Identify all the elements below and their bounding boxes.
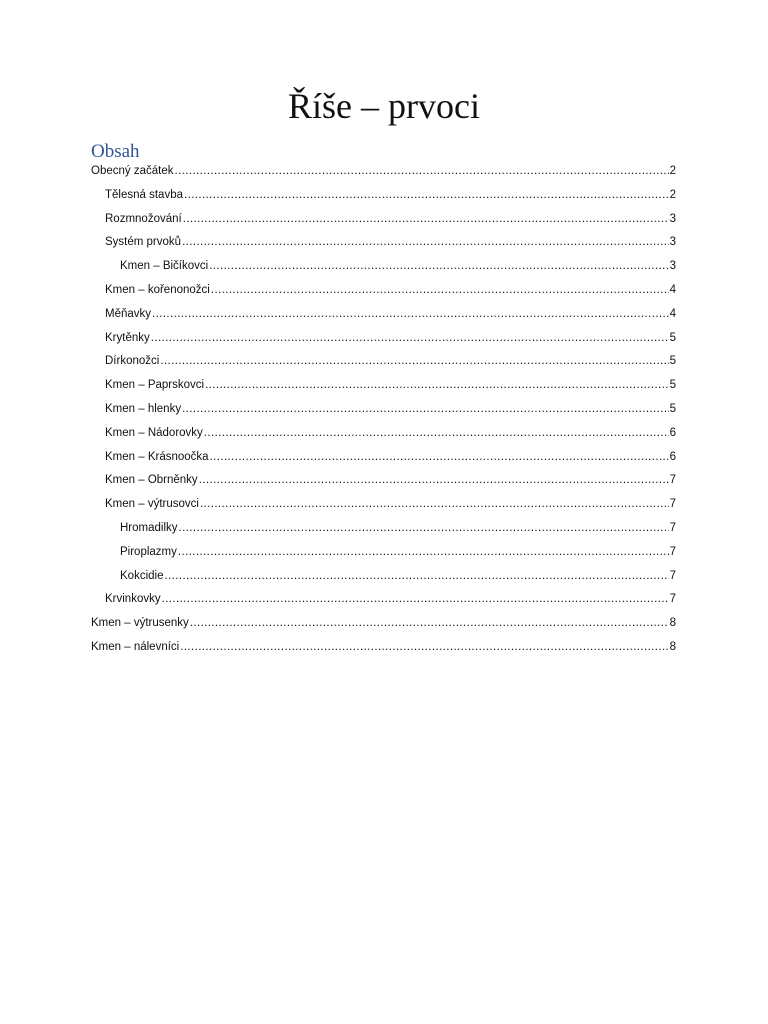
- toc-entry-page: 7: [669, 521, 676, 534]
- toc-entry[interactable]: [91, 231, 676, 255]
- toc-entry-label: Kmen – hlenky: [105, 402, 182, 415]
- toc-entry-label: Kmen – kořenonožci: [105, 283, 210, 296]
- toc-entry-label: Kokcidie: [120, 569, 164, 582]
- toc-entry[interactable]: [91, 374, 676, 398]
- toc-entry-page: 3: [669, 212, 676, 225]
- toc-entry-page: 7: [669, 545, 676, 558]
- toc-entry-label: Kmen – Bičíkovci: [120, 260, 209, 273]
- toc-entry-page: 5: [669, 379, 676, 392]
- toc-entry-label: Kmen – výtrusovci: [105, 498, 199, 511]
- toc-entry-label: Hromadilky: [120, 521, 178, 534]
- toc-entry[interactable]: [91, 612, 676, 636]
- toc-dot-leader: [164, 565, 668, 589]
- toc-entry-page: 4: [669, 283, 676, 296]
- toc-entry[interactable]: [91, 255, 676, 279]
- toc-entry[interactable]: [91, 303, 676, 327]
- toc-entry[interactable]: [91, 398, 676, 422]
- toc-dot-leader: [160, 350, 668, 374]
- toc-entry[interactable]: [91, 208, 676, 232]
- toc-entry[interactable]: [91, 636, 676, 660]
- toc-entry-label: Tělesná stavba: [105, 188, 183, 201]
- toc-dot-leader: [200, 493, 669, 517]
- toc-entry[interactable]: [91, 541, 676, 565]
- toc-dot-leader: [204, 422, 669, 446]
- toc-dot-leader: [182, 398, 669, 422]
- toc-entry-label: Měňavky: [105, 307, 152, 320]
- toc-entry[interactable]: [91, 517, 676, 541]
- toc-entry-page: 6: [669, 450, 676, 463]
- toc-entry-label: Systém prvoků: [105, 236, 182, 249]
- toc-dot-leader: [190, 612, 669, 636]
- toc-entry-label: Obecný začátek: [91, 165, 174, 177]
- toc-entry-page: 3: [669, 236, 676, 249]
- toc-entry-label: Rozmnožování: [105, 212, 182, 225]
- toc-entry[interactable]: [91, 327, 676, 351]
- toc-entry-page: 5: [669, 355, 676, 368]
- document-title: Říše – prvoci: [288, 86, 480, 126]
- toc-entry-page: 7: [669, 569, 676, 582]
- toc-dot-leader: [152, 303, 669, 327]
- toc-entry-label: Kmen – Paprskovci: [105, 379, 205, 392]
- toc-entry[interactable]: [91, 350, 676, 374]
- toc-dot-leader: [162, 588, 669, 612]
- toc-entry-page: 5: [669, 402, 676, 415]
- toc-entry-label: Piroplazmy: [120, 545, 177, 558]
- toc-entry-label: Krytěnky: [105, 331, 150, 344]
- toc-entry-page: 7: [669, 593, 676, 606]
- toc-entry[interactable]: [91, 565, 676, 589]
- toc-dot-leader: [183, 208, 669, 232]
- toc-entry-page: 2: [669, 165, 676, 177]
- toc-dot-leader: [199, 469, 669, 493]
- toc-entry[interactable]: [91, 279, 676, 303]
- toc-entry-label: Kmen – Obrněnky: [105, 474, 198, 487]
- toc-dot-leader: [151, 327, 669, 351]
- toc-dot-leader: [174, 160, 668, 184]
- toc-entry[interactable]: [91, 493, 676, 517]
- toc-heading: Obsah: [91, 141, 140, 162]
- toc-entry-page: 4: [669, 307, 676, 320]
- toc-dot-leader: [210, 446, 669, 470]
- toc-entry-page: 6: [669, 426, 676, 439]
- toc-entry-label: Kmen – Nádorovky: [105, 426, 203, 439]
- toc-entry-page: 2: [669, 188, 676, 201]
- toc-dot-leader: [211, 279, 669, 303]
- toc-entry[interactable]: [91, 588, 676, 612]
- toc-entry-label: Krvinkovky: [105, 593, 161, 606]
- toc-entry-page: 7: [669, 474, 676, 487]
- toc-dot-leader: [205, 374, 669, 398]
- toc-entry-page: 5: [669, 331, 676, 344]
- toc-entry-page: 7: [669, 498, 676, 511]
- toc-dot-leader: [182, 231, 669, 255]
- toc-dot-leader: [178, 541, 669, 565]
- toc-entry-page: 8: [669, 640, 676, 653]
- toc-entry-label: Kmen – nálevníci: [91, 640, 180, 653]
- table-of-contents: [91, 160, 676, 660]
- toc-entry-page: 8: [669, 617, 676, 630]
- toc-dot-leader: [184, 184, 669, 208]
- toc-entry-label: Kmen – Krásnoočka: [105, 450, 209, 463]
- toc-entry-page: 3: [669, 260, 676, 273]
- toc-entry[interactable]: [91, 469, 676, 493]
- toc-entry-label: Kmen – výtrusenky: [91, 617, 189, 630]
- toc-dot-leader: [209, 255, 668, 279]
- toc-dot-leader: [180, 636, 668, 660]
- toc-entry-label: Dírkonožci: [105, 355, 160, 368]
- toc-entry[interactable]: [91, 446, 676, 470]
- toc-entry[interactable]: [91, 160, 676, 184]
- toc-dot-leader: [179, 517, 669, 541]
- toc-entry[interactable]: [91, 422, 676, 446]
- toc-entry[interactable]: [91, 184, 676, 208]
